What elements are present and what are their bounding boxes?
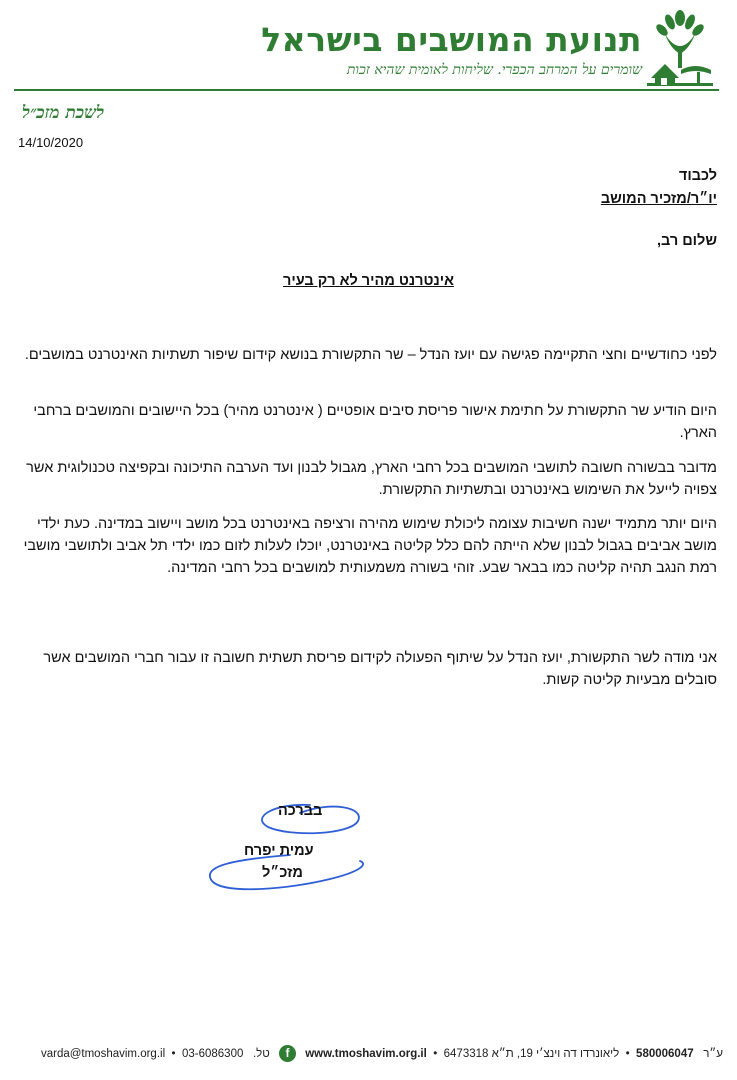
organization-name: תנועת המושבים בישראל (261, 20, 642, 59)
footer-email-link[interactable]: varda@tmoshavim.org.il (40, 1047, 166, 1060)
letterhead (0, 0, 737, 95)
signer-title: מזכ״ל (262, 865, 303, 881)
signer-name: עמית יפרח (244, 843, 314, 859)
letter-subject: אינטרנט מהיר לא רק בעיר (283, 273, 454, 289)
paragraph: מדובר בבשורה חשובה לתושבי המושבים בכל רחבי הארץ, מגבול לבנון ועד הערבה התיכונה ובקפיצה טכנולוגית אשר צפויה לייעל את השימוש באינטרנט ובתשתיות התקשורת. (26, 460, 717, 498)
paragraph: אני מודה לשר התקשורת, יועז הנדל על שיתוף הפעולה לקידום פריסת תשתית חשובה זו עבור חברי המושבים אשר סובלים מבעיות קליטה קשות. (43, 650, 717, 688)
paragraph: לפני כחודשיים וחצי התקיימה פגישה עם יועז הנדל – שר התקשורת בנושא קידום שיפור תשתיות האינטרנט במושבים. (24, 347, 717, 363)
signature-closing: בברכה (278, 803, 323, 819)
facebook-icon[interactable]: f (279, 1045, 296, 1062)
paragraph: היום יותר מתמיד ישנה חשיבות עצומה ליכולת שימוש מהירה ורציפה באינטרנט בכל מושב ויישוב במדינה. כעת ילדי מושב אביבים בגבול לבנון שלא הייתה להם כלל קליטה באינטרנט, יוכלו לעלות לזום כמו ילדי תל אביב ולתושבי מושבי רמת הנגב תהיה קליטה כמו בבאר שבע. זוהי בשורה משמעותית למושבים בכל רחבי המדינה. (23, 516, 717, 576)
footer-website-link[interactable]: www.tmoshavim.org.il (305, 1047, 427, 1060)
greeting: שלום רב, (656, 233, 717, 249)
footer-reg-number: 580006047 (636, 1047, 694, 1060)
recipient: יו״ר/מזכיר המושב (600, 191, 717, 207)
footer-reg-label: ע״ר (703, 1047, 723, 1060)
paragraph: היום הודיע שר התקשורת על חתימת אישור פריסת סיבים אופטיים ( אינטרנט מהיר) בכל היישובים והמושבים ברחבי הארץ. (33, 403, 717, 441)
footer-phone: 03-6086300 (181, 1047, 244, 1060)
wheat-house-logo-icon (645, 8, 715, 86)
letter-date: 14/10/2020 (18, 135, 84, 150)
organization-tagline: שומרים על המרחב הכפרי. שליחות לאומית שהיא זכות (346, 62, 642, 78)
office-label: לשכת מזכ״ל (22, 103, 105, 123)
footer: ע״ר 580006047 • ליאונרדו דה וינצ׳י 19, ת״א 6473318 • www.tmoshavim.org.il f טל. 03-6086300 • varda@tmoshavim.org.il (40, 1046, 723, 1060)
header-rule (14, 89, 719, 91)
to-label: לכבוד (678, 168, 717, 184)
footer-address: ליאונרדו דה וינצ׳י 19, ת״א 6473318 (443, 1047, 620, 1060)
footer-phone-label: טל. (252, 1047, 270, 1060)
